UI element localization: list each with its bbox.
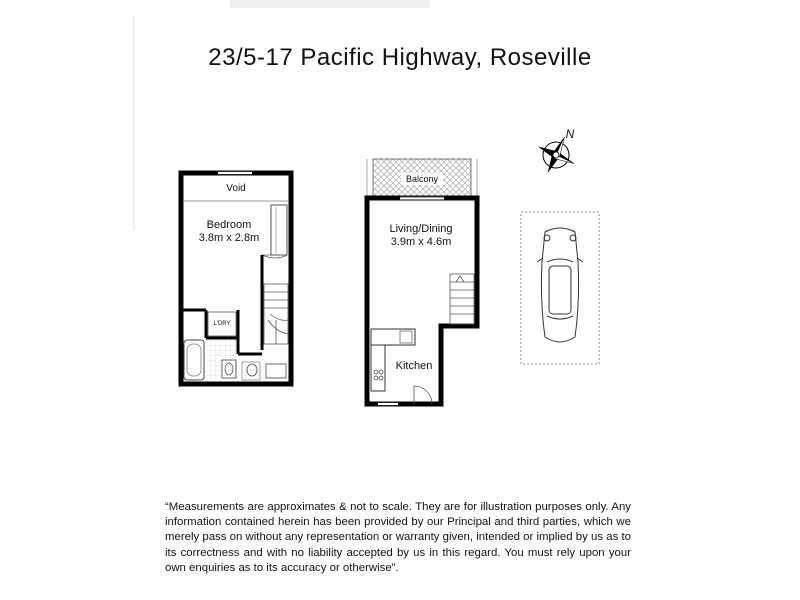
staircase-lower: [450, 274, 474, 324]
lower-level-plan: [367, 159, 477, 406]
car-icon: [537, 228, 583, 342]
shower: [266, 364, 286, 378]
entry-door: [414, 386, 432, 404]
bedroom-size: 3.8m x 2.8m: [198, 232, 260, 244]
kitchen-counter: [371, 345, 385, 391]
balcony-label: Balcony: [405, 174, 439, 184]
car-space: [521, 212, 599, 364]
cooktop: [374, 370, 378, 374]
faded-header-strip: [230, 0, 430, 8]
kitchen-bench: [371, 329, 415, 345]
page-title: 23/5-17 Pacific Highway, Roseville: [208, 44, 592, 71]
kitchen-sink: [400, 331, 412, 343]
staircase-upper: [264, 284, 288, 344]
car-space-outline: [521, 212, 599, 364]
disclaimer-text: “Measurements are approximates & not to scale. They are for illustration purposes only. Any information contained herein has been provided by our Principal and third parties, which we merely pass on without any representation or warranty given, intended or implied by us as to its correctness and with no liability accepted by us in this regard. You must rely upon your own enquiries as to its accuracy or otherwise”.: [165, 501, 631, 574]
kitchen-label: Kitchen: [395, 360, 433, 372]
compass-icon: [529, 128, 582, 181]
wardrobe: [271, 205, 287, 255]
upper-level-plan: [181, 172, 291, 385]
living-dining-label: Living/Dining: [389, 223, 453, 235]
compass-north-label: N: [565, 127, 575, 141]
void-label: Void: [226, 183, 246, 194]
living-dining-size: 3.9m x 4.6m: [390, 236, 452, 248]
bedroom-label: Bedroom: [206, 219, 252, 231]
laundry-label: L'DRY: [213, 321, 231, 327]
